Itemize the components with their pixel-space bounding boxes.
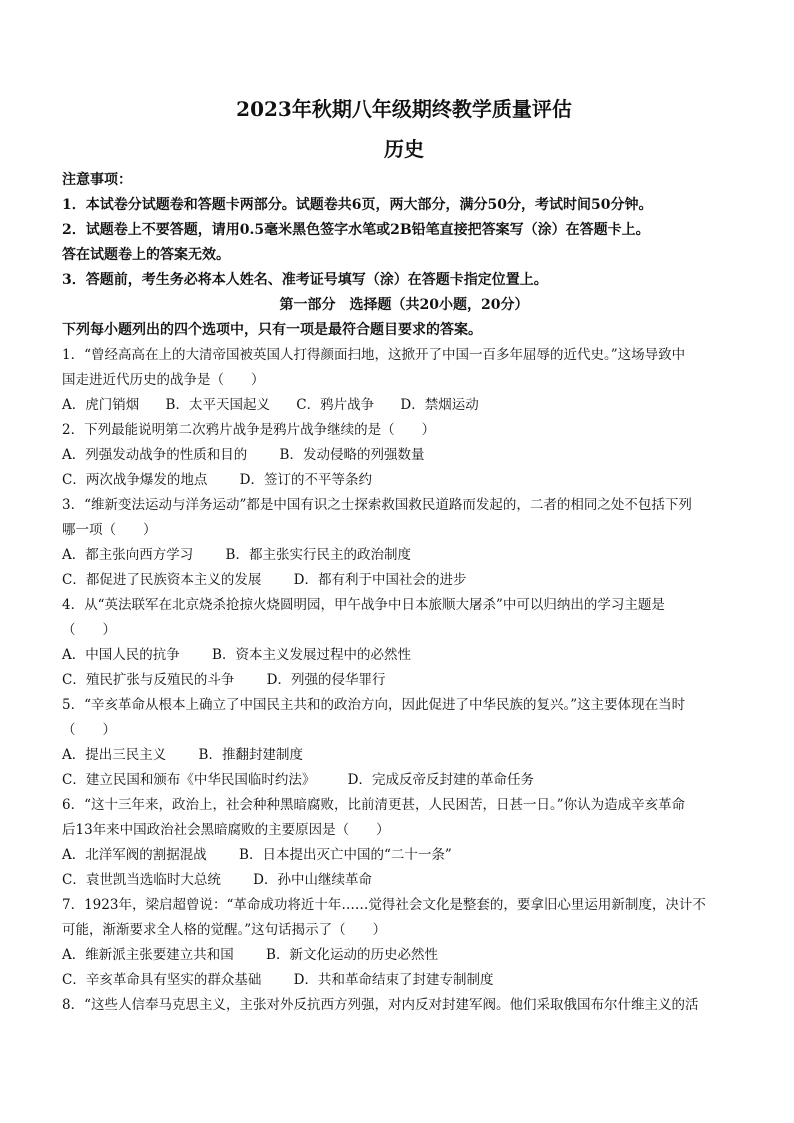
option-b[interactable]: B．发动侵略的列强数量 bbox=[279, 447, 425, 463]
option-d[interactable]: D．列强的侵华罪行 bbox=[266, 672, 386, 688]
question-7-options bbox=[62, 943, 746, 968]
option-a[interactable]: A．中国人民的抗争 bbox=[62, 647, 180, 663]
option-c[interactable]: C．辛亥革命具有坚实的群众基础 bbox=[62, 972, 262, 988]
notice-item: 1．本试卷分试题卷和答题卡两部分。试题卷共6页，两大部分，满分50分，考试时间50分钟。 bbox=[62, 197, 653, 213]
question-1-options bbox=[62, 393, 746, 418]
question-5-stem: （ ） bbox=[62, 722, 116, 738]
question-7-stem: 可能，渐渐要求全人格的觉醒。”这句话揭示了（ ） bbox=[62, 922, 387, 938]
option-c[interactable]: C．都促进了民族资本主义的发展 bbox=[62, 572, 262, 588]
question-3-stem: 3．“维新变法运动与洋务运动”都是中国有识之士探索救国救民道路而发起的，二者的相同之处不包括下列 bbox=[62, 497, 692, 513]
question-1-stem: 国走进近代历史的战争是（ ） bbox=[62, 372, 265, 388]
question-3-options bbox=[62, 568, 746, 593]
option-d[interactable]: D．孙中山继续革命 bbox=[253, 872, 372, 888]
option-d[interactable]: D．共和革命结束了封建专制制度 bbox=[293, 972, 494, 988]
question-4-options bbox=[62, 668, 746, 693]
question-6-options bbox=[62, 843, 746, 868]
option-a[interactable]: A．虎门销烟 bbox=[62, 397, 140, 413]
question-4-stem: （ ） bbox=[62, 622, 116, 638]
option-c[interactable]: C．袁世凯当选临时大总统 bbox=[62, 872, 221, 888]
notice-item: 2．试题卷上不要答题，请用0.5毫米黑色签字水笔或2B铅笔直接把答案写（涂）在答题卡上。 bbox=[62, 222, 650, 238]
question-7-stem: 7．1923年，梁启超曾说：“革命成功将近十年……觉得社会文化是整套的，要拿旧心里运用新制度，决计不 bbox=[62, 897, 706, 913]
question-4-options bbox=[62, 643, 746, 668]
option-a[interactable]: A．都主张向西方学习 bbox=[62, 547, 194, 563]
question-6-options bbox=[62, 868, 746, 893]
notice-item: 3．答题前，考生务必将本人姓名、准考证号填写（涂）在答题卡指定位置上。 bbox=[62, 272, 548, 288]
exam-title: 2023年秋期八年级期终教学质量评估 bbox=[236, 97, 572, 121]
question-2-stem: 2．下列最能说明第二次鸦片战争是鸦片战争继续的是（ ） bbox=[62, 422, 436, 438]
section-title: 第一部分 选择题（共20小题，20分） bbox=[279, 297, 529, 313]
question-2-options bbox=[62, 468, 746, 493]
question-2-options bbox=[62, 443, 746, 468]
option-d[interactable]: D．都有利于中国社会的进步 bbox=[293, 572, 467, 588]
option-d[interactable]: D．完成反帝反封建的革命任务 bbox=[347, 772, 534, 788]
option-c[interactable]: C．两次战争爆发的地点 bbox=[62, 472, 208, 488]
question-6-stem: 6．“这十三年来，政治上，社会种种黑暗腐败，比前清更甚，人民困苦，日甚一日。”你认为造成辛亥革命 bbox=[62, 797, 686, 813]
question-6-stem: 后13年来中国政治社会黑暗腐败的主要原因是（ ） bbox=[62, 822, 390, 838]
option-b[interactable]: B．日本提出灭亡中国的“二十一条” bbox=[239, 847, 452, 863]
option-b[interactable]: B．新文化运动的历史必然性 bbox=[266, 947, 438, 963]
question-1-stem: 1．“曾经高高在上的大清帝国被英国人打得颜面扫地，这掀开了中国一百多年屈辱的近代史。”这场导致中 bbox=[62, 347, 686, 363]
question-3-options bbox=[62, 543, 746, 568]
question-8-stem: 8．“这些人信奉马克思主义，主张对外反抗西方列强，对内反对封建军阀。他们采取俄国布尔什维主义的活 bbox=[62, 997, 699, 1013]
option-a[interactable]: A．维新派主张要建立共和国 bbox=[62, 947, 234, 963]
option-a[interactable]: A．提出三民主义 bbox=[62, 747, 167, 763]
question-5-options bbox=[62, 768, 746, 793]
option-b[interactable]: B．太平天国起义 bbox=[165, 397, 270, 413]
notice-heading: 注意事项： bbox=[62, 172, 132, 188]
option-c[interactable]: C．建立民国和颁布《中华民国临时约法》 bbox=[62, 772, 316, 788]
option-a[interactable]: A．北洋军阀的割据混战 bbox=[62, 847, 207, 863]
section-instruction: 下列每小题列出的四个选项中，只有一项是最符合题目要求的答案。 bbox=[62, 322, 482, 338]
option-b[interactable]: B．都主张实行民主的政治制度 bbox=[225, 547, 411, 563]
question-5-stem: 5．“辛亥革命从根本上确立了中国民主共和的政治方向，因此促进了中华民族的复兴。”这主要体现在当时 bbox=[62, 697, 686, 713]
question-7-options bbox=[62, 968, 746, 993]
subject-title: 历史 bbox=[384, 137, 424, 161]
option-d[interactable]: D．禁烟运动 bbox=[400, 397, 479, 413]
question-4-stem: 4．从“英法联军在北京烧杀抢掠火烧圆明园，甲午战争中日本旅顺大屠杀”中可以归纳出的学习主题是 bbox=[62, 597, 665, 613]
option-b[interactable]: B．资本主义发展过程中的必然性 bbox=[212, 647, 411, 663]
question-3-stem: 哪一项（ ） bbox=[62, 522, 157, 538]
question-5-options bbox=[62, 743, 746, 768]
option-c[interactable]: C．鸦片战争 bbox=[296, 397, 375, 413]
option-a[interactable]: A．列强发动战争的性质和目的 bbox=[62, 447, 248, 463]
option-d[interactable]: D．签订的不平等条约 bbox=[239, 472, 372, 488]
option-b[interactable]: B．推翻封建制度 bbox=[198, 747, 303, 763]
notice-item: 答在试题卷上的答案无效。 bbox=[62, 247, 230, 263]
option-c[interactable]: C．殖民扩张与反殖民的斗争 bbox=[62, 672, 235, 688]
